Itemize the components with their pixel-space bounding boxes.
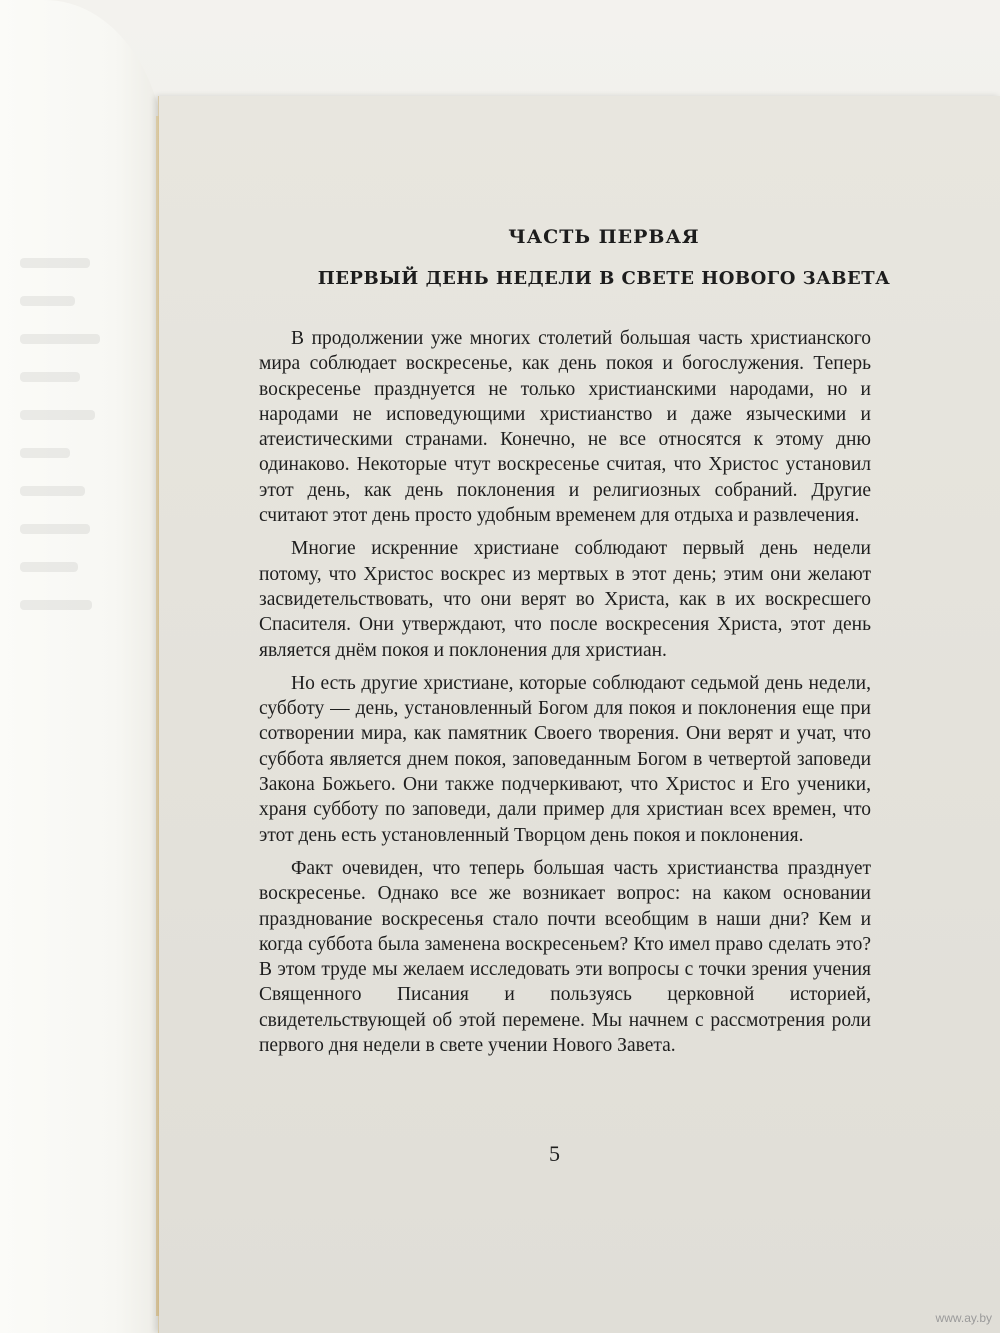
page-number: 5 <box>549 1141 560 1166</box>
chapter-title: ЧАСТЬ ПЕРВАЯ <box>508 226 700 248</box>
facing-page <box>0 0 165 1333</box>
chapter-subtitle: ПЕРВЫЙ ДЕНЬ НЕДЕЛИ В СВЕТЕ НОВОГО ЗАВЕТА <box>317 268 891 289</box>
bleed-through-text <box>0 230 110 650</box>
paragraph: Факт очевиден, что теперь большая часть христианства празднует воскресенье. Однако все же возникает вопрос: на каком основании празднование воскресенья стало почти всеобщим в наши дни? Кем и когда суббота была заменена воскресеньем? Кто имел право сделать это? В этом труде мы желаем исследовать эти вопросы с точки зрения учения Священного Писания и пользуясь церковной историей, свидетельствующей об этой перемене. Мы начнем с рассмотрения роли первого дня недели в свете учении Нового Завета. <box>259 857 871 1057</box>
paragraph: В продолжении уже многих столетий большая часть христианского мира соблюдает воскресенье, как день покоя и богослужения. Теперь воскресенье празднуется не только христианскими народами, но и народами не исповедующими христианство и даже языческими и атеистическими странами. Конечно, не все относятся к этому дню одинаково. Некоторые чтут воскресенье считая, что Христос установил этот день, как день поклонения и религиозных собраний. Другие считают этот день просто удобным временем для отдыха и развлечения. <box>259 328 871 527</box>
page-edge <box>156 116 159 1316</box>
paragraph: Но есть другие христиане, которые соблюдают седьмой день недели, субботу — день, установленный Богом для покоя и поклонения еще при сотворении мира, как памятник Своего творения. Они верят и учат, что суббота является днем покоя, заповеданным Богом в четвертой заповеди Закона Божьего. Они также подчеркивают, что Христос и Его ученики, храня субботу по заповеди, дали пример для христиан всех времен, что этот день есть установленный Творцом день покоя и поклонения. <box>259 672 871 846</box>
body-text <box>259 326 871 1066</box>
book-page <box>158 96 1000 1333</box>
paragraph: Многие искренние христиане соблюдают первый день недели потому, что Христос воскрес из мертвых в этот день; этим они желают засвидетельствовать, что они верят во Христа, как в их воскресшего Спасителя. Они утверждают, что после воскресения Христа, этот день является днём покоя и поклонения для христиан. <box>259 538 871 661</box>
watermark: www.ay.by <box>935 1311 992 1325</box>
